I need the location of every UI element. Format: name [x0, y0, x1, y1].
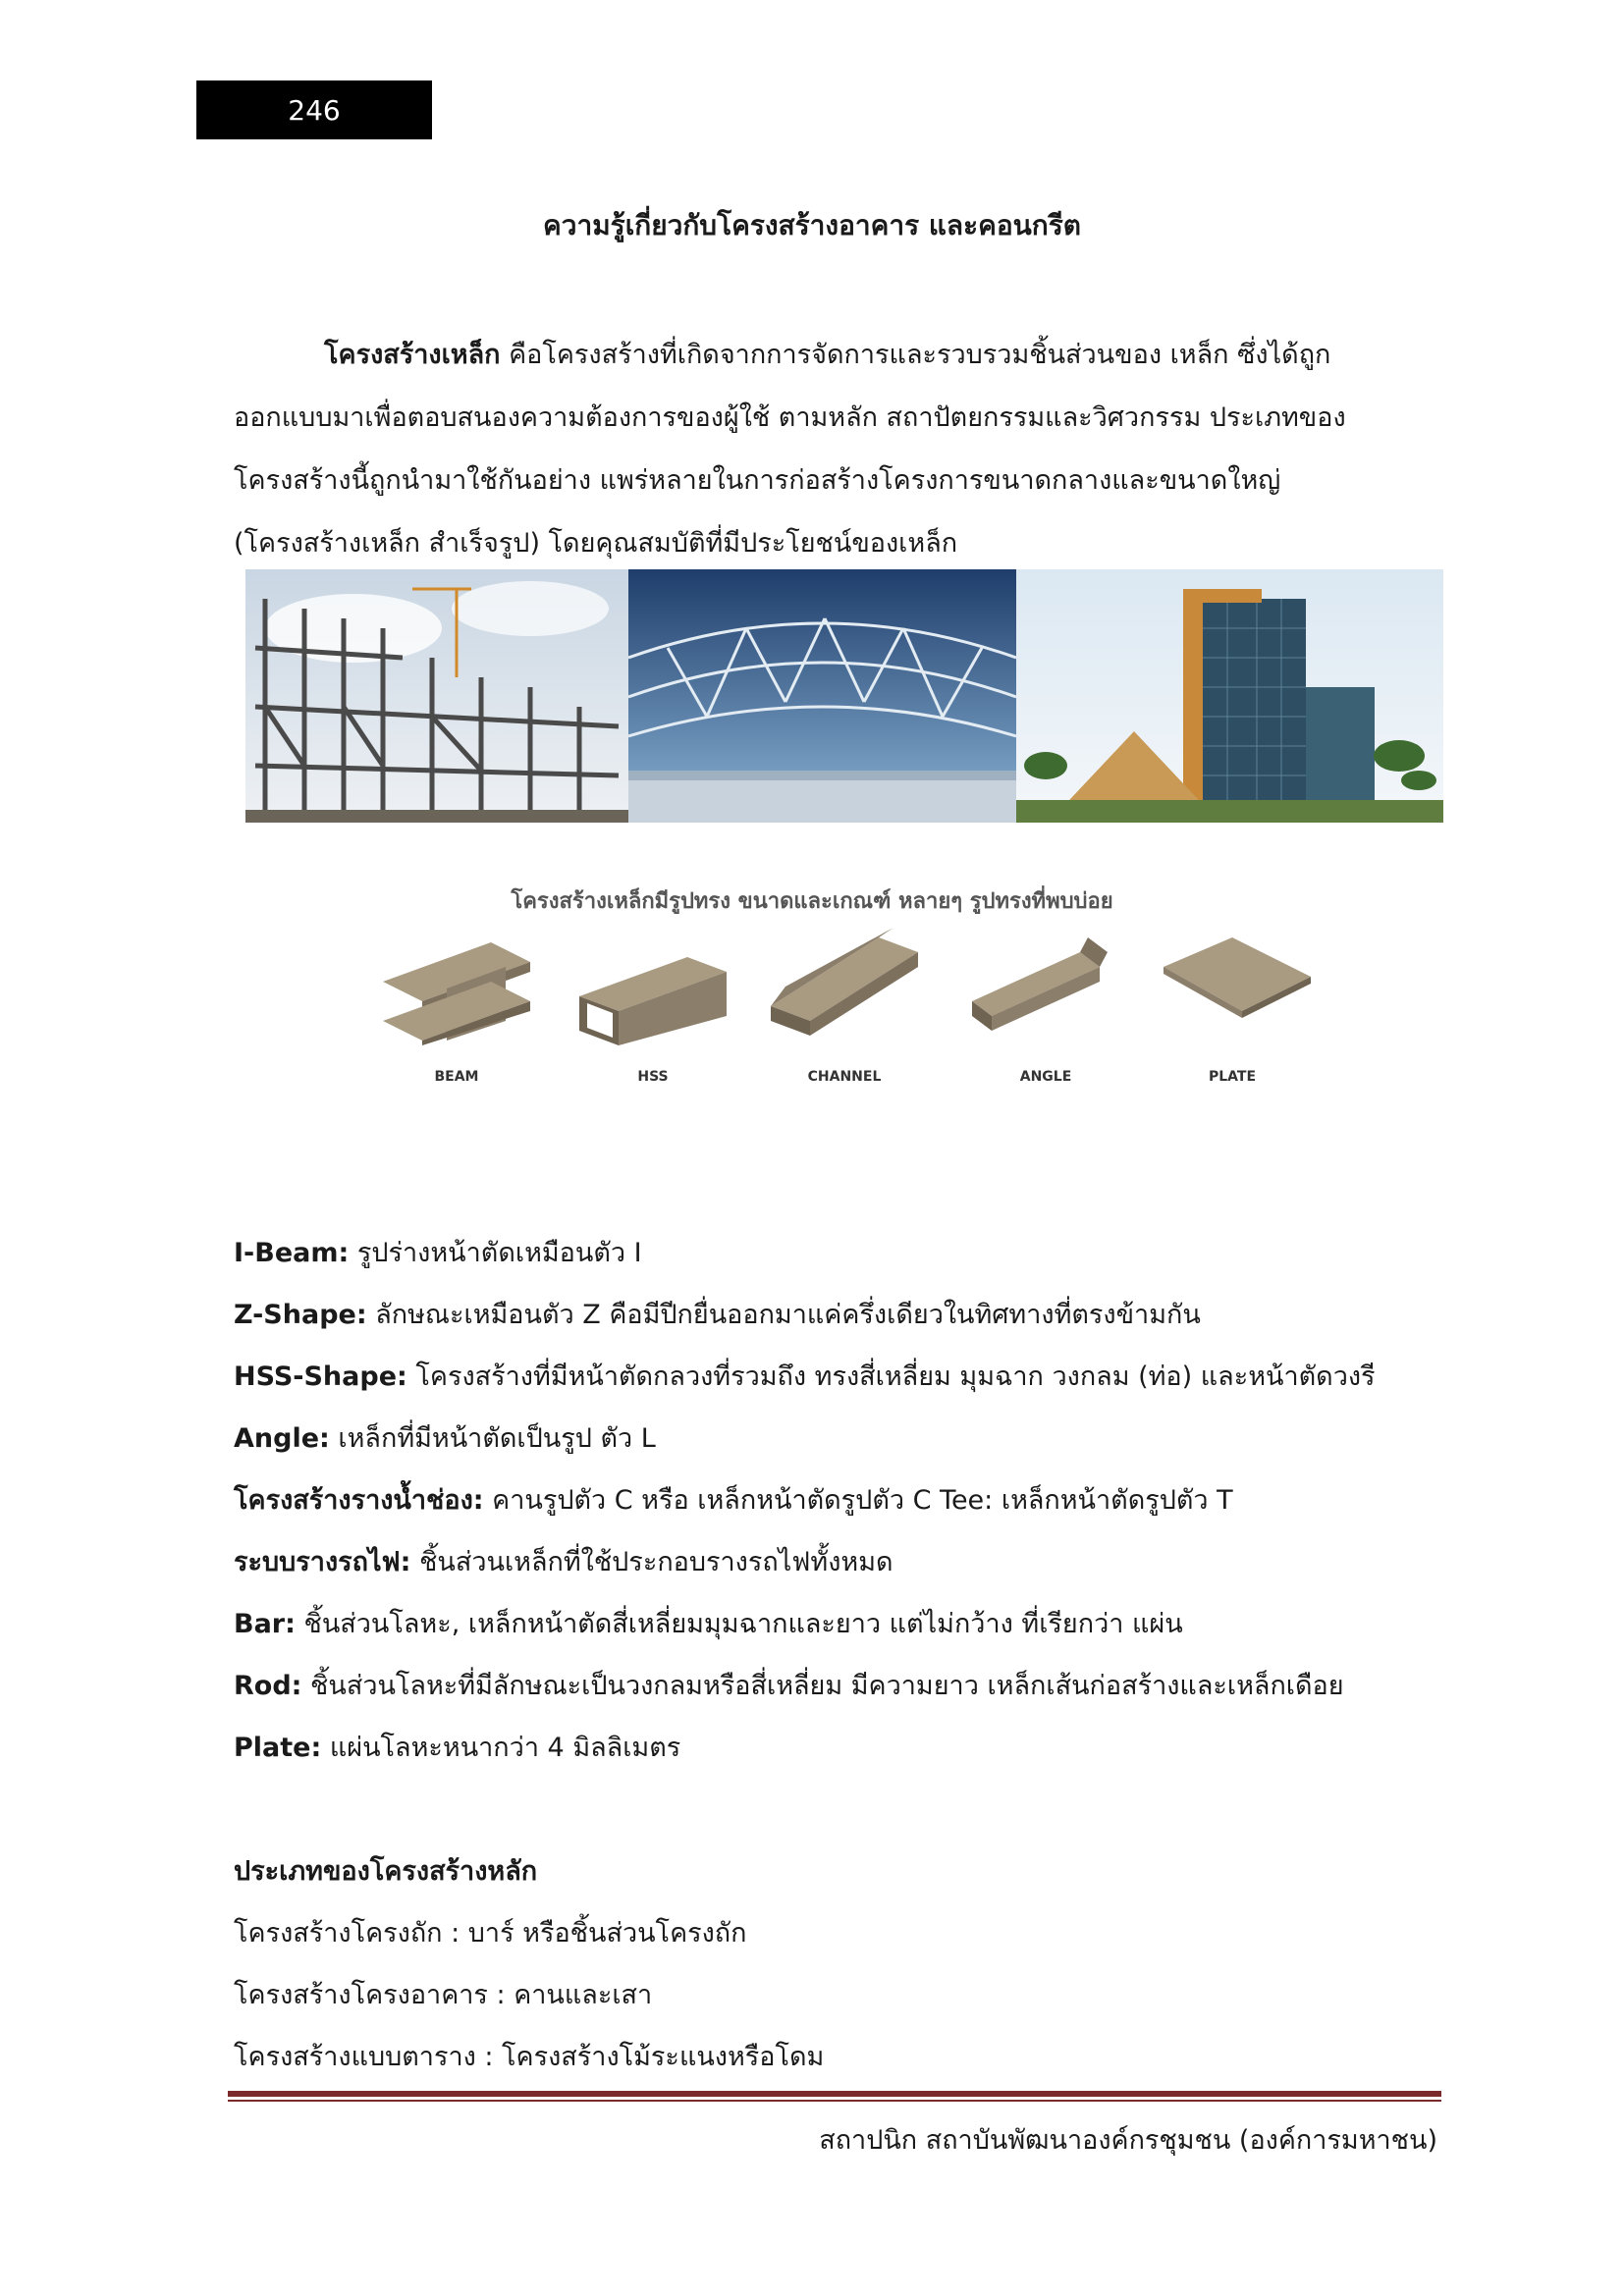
main-structure-types — [234, 1841, 1412, 2088]
footer-divider — [228, 2091, 1441, 2097]
list-item: โครงสร้างแบบตาราง : โครงสร้างโม้ระแนงหรือโดม — [234, 2042, 825, 2072]
definition-text: ชิ้นส่วนโลหะที่มีลักษณะเป็นวงกลมหรือสี่เหลี่ยม มีความยาว เหล็กเส้นก่อสร้างและเหล็กเดือย — [301, 1671, 1344, 1701]
shape-label-beam: BEAM — [434, 1069, 479, 1085]
definition-text: เหล็กที่มีหน้าตัดเป็นรูป ตัว L — [329, 1423, 656, 1454]
intro-term: โครงสร้างเหล็ก — [324, 340, 501, 370]
definition-row — [234, 1222, 1432, 1284]
channel-icon — [761, 928, 928, 1045]
definition-term: Z-Shape: — [234, 1300, 367, 1330]
section-title: ประเภทของโครงสร้างหลัก — [234, 1856, 538, 1887]
shape-channel — [761, 928, 928, 1085]
beam-icon — [373, 928, 540, 1045]
list-item: โครงสร้างโครงถัก : บาร์ หรือชิ้นส่วนโครงถัก — [234, 1918, 747, 1949]
definition-text: ชิ้นส่วนเหล็กที่ใช้ประกอบรางรถไฟทั้งหมด — [410, 1547, 893, 1577]
definition-term: HSS-Shape: — [234, 1362, 407, 1392]
photo-steel-roof-truss — [628, 569, 1016, 823]
footer-text: สถาปนิก สถาบันพัฒนาองค์กรชุมชน (องค์การมหาชน) — [819, 2125, 1437, 2156]
intro-paragraph — [234, 324, 1402, 575]
definition-text: โครงสร้างที่มีหน้าตัดกลวงที่รวมถึง ทรงสี่เหลี่ยม มุมฉาก วงกลม (ท่อ) และหน้าตัดวงรี — [406, 1362, 1376, 1392]
steel-shape-definitions — [234, 1222, 1432, 1779]
definition-term: Bar: — [234, 1609, 296, 1639]
definition-text: แผ่นโลหะหนากว่า 4 มิลลิเมตร — [321, 1733, 681, 1763]
definition-text: ชิ้นส่วนโลหะ, เหล็กหน้าตัดสี่เหลี่ยมมุมฉากและยาว แต่ไม่กว้าง ที่เรียกว่า แผ่น — [295, 1609, 1183, 1639]
page-title: ความรู้เกี่ยวกับโครงสร้างอาคาร และคอนกรีต — [543, 209, 1081, 241]
definition-text: คานรูปตัว C หรือ เหล็กหน้าตัดรูปตัว C Tee: เหล็กหน้าตัดรูปตัว T — [483, 1485, 1233, 1516]
shape-label-channel: CHANNEL — [807, 1069, 882, 1085]
shape-label-hss: HSS — [637, 1069, 669, 1085]
plate-icon — [1149, 928, 1316, 1045]
shape-plate — [1149, 928, 1316, 1085]
shape-hss — [569, 928, 736, 1085]
footer-divider-thin — [228, 2100, 1441, 2102]
page-number: 246 — [196, 80, 432, 139]
shape-label-angle: ANGLE — [1019, 1069, 1072, 1085]
definition-row — [234, 1408, 1432, 1469]
hss-icon — [569, 928, 736, 1045]
definition-text: ลักษณะเหมือนตัว Z คือมีปีกยื่นออกมาแค่ครึ่งเดียวในทิศทางที่ตรงข้ามกัน — [366, 1300, 1201, 1330]
shapes-caption: โครงสร้างเหล็กมีรูปทรง ขนาดและเกณฑ์ หลายๆ รูปทรงที่พบบ่อย — [511, 889, 1113, 914]
definition-row — [234, 1655, 1432, 1717]
list-item: โครงสร้างโครงอาคาร : คานและเสา — [234, 1980, 653, 2010]
steel-structure-photos — [245, 569, 1443, 823]
definition-row — [234, 1284, 1432, 1346]
intro-text: คือโครงสร้างที่เกิดจากการจัดการและรวบรวมชิ้นส่วนของ เหล็ก ซึ่งได้ถูกออกแบบมาเพื่อตอบสนองความต้องการของผู้ใช้ ตามหลัก สถาปัตยกรรมและวิศวกรรม ประเภทของโครงสร้างนี้ถูกนำมาใช้กันอย่าง แพร่หลายในการก่อสร้างโครงการขนาดกลางและขนาดใหญ่ (โครงสร้างเหล็ก สำเร็จรูป) โดยคุณสมบัติที่มีประโยชน์ของเหล็ก — [234, 340, 1346, 559]
photo-steel-frame-construction — [245, 569, 628, 823]
shape-beam — [373, 928, 540, 1085]
definition-term: โครงสร้างรางน้ำช่อง: — [234, 1485, 484, 1516]
definition-term: Plate: — [234, 1733, 322, 1763]
definition-term: I-Beam: — [234, 1238, 350, 1268]
shape-angle — [962, 928, 1129, 1085]
definition-term: ระบบรางรถไฟ: — [234, 1547, 411, 1577]
angle-icon — [962, 928, 1129, 1045]
definition-term: Rod: — [234, 1671, 302, 1701]
definition-row — [234, 1469, 1432, 1531]
definition-row — [234, 1717, 1432, 1779]
shape-label-plate: PLATE — [1208, 1069, 1257, 1085]
photo-glass-tower-building — [1016, 569, 1443, 823]
definition-row — [234, 1531, 1432, 1593]
steel-shapes-figure — [373, 928, 1326, 1085]
definition-text: รูปร่างหน้าตัดเหมือนตัว I — [349, 1238, 642, 1268]
definition-row — [234, 1346, 1432, 1408]
definition-row — [234, 1593, 1432, 1655]
definition-term: Angle: — [234, 1423, 330, 1454]
